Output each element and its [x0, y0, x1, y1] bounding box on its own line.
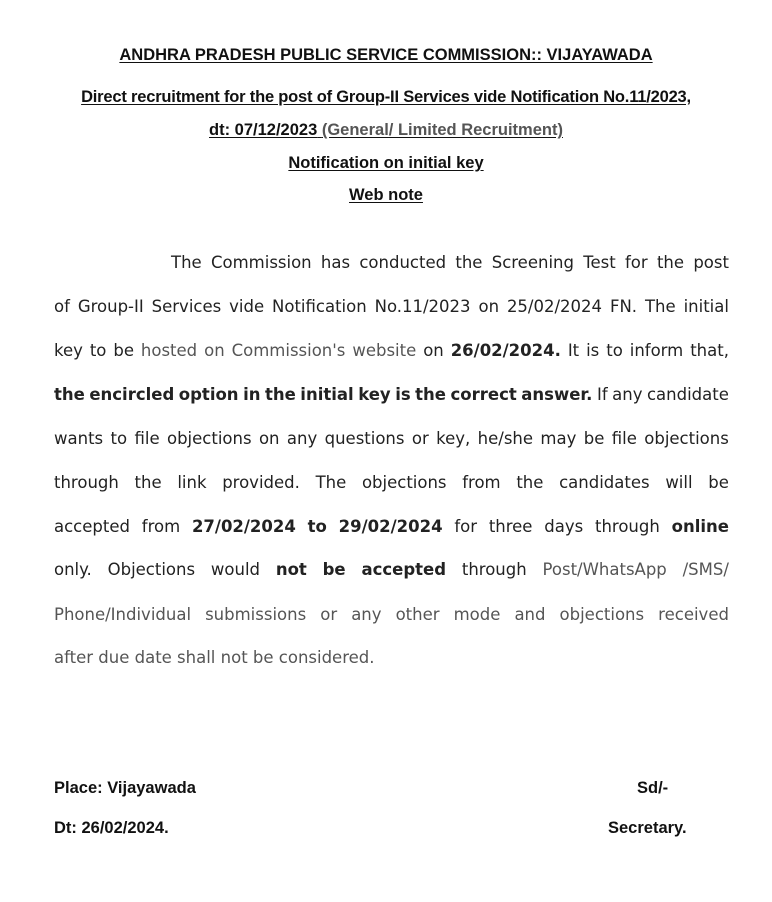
body-word: 29/02/2024	[338, 517, 443, 536]
body-word: on	[204, 341, 225, 360]
body-word: or	[411, 429, 429, 448]
body-word: be	[322, 560, 346, 579]
body-word: candidate	[646, 385, 729, 404]
body-word: other	[395, 605, 440, 624]
body-word: from	[462, 473, 501, 492]
body-word: days	[544, 517, 584, 536]
body-word: be	[708, 473, 729, 492]
body-word: that,	[690, 341, 729, 360]
body-word: through	[54, 473, 119, 492]
body-word: The	[171, 253, 202, 272]
body-word: conducted	[359, 253, 447, 272]
body-word: Test	[583, 253, 616, 272]
body-word: the	[455, 253, 483, 272]
body-word: accepted	[54, 517, 130, 536]
body-word: wants	[54, 429, 104, 448]
body-word: through	[461, 560, 527, 579]
body-word: option	[178, 385, 239, 404]
body-line-9	[54, 603, 729, 627]
body-word: objections	[559, 605, 645, 624]
body-word: the	[264, 385, 296, 404]
body-word: file	[134, 429, 160, 448]
recruitment-type: (General/ Limited Recruitment)	[321, 121, 563, 139]
date-label: Dt: 26/02/2024.	[54, 819, 169, 837]
body-word: the	[656, 253, 685, 272]
designation-label: Secretary.	[608, 819, 687, 837]
body-word: online	[671, 517, 729, 536]
body-word: will	[665, 473, 693, 492]
body-word: to	[606, 341, 623, 360]
body-word: any	[351, 605, 382, 624]
body-word: Objections	[107, 560, 196, 579]
body-word: three	[488, 517, 533, 536]
place-label: Place: Vijayawada	[54, 779, 196, 797]
body-word: No.11/2023	[374, 297, 471, 316]
body-word: on	[478, 297, 500, 316]
body-word: not	[275, 560, 307, 579]
body-word: any	[612, 385, 643, 404]
body-word: answer.	[521, 385, 593, 404]
body-word: through	[594, 517, 660, 536]
body-word: Group-II	[77, 297, 144, 316]
body-word: only.	[54, 560, 92, 579]
body-word: correct	[450, 385, 517, 404]
body-line-5	[54, 427, 729, 451]
body-line-2	[54, 295, 729, 319]
body-word: file	[611, 429, 637, 448]
subject-line-1: Direct recruitment for the post of Group-II Services vide Notification No.11/2023,	[81, 88, 691, 106]
body-word: received	[658, 605, 729, 624]
body-word: to	[89, 341, 107, 360]
body-word: be	[113, 341, 134, 360]
body-word: inform	[629, 341, 684, 360]
body-word: Notification	[272, 297, 367, 316]
body-word: to	[110, 429, 128, 448]
body-word: questions	[324, 429, 405, 448]
body-word: It	[567, 341, 580, 360]
body-word: accepted	[361, 560, 447, 579]
body-word: may	[540, 429, 577, 448]
body-word: candidates	[559, 473, 650, 492]
body-line-8	[54, 558, 729, 582]
body-word: Screening	[491, 253, 574, 272]
body-word: for	[625, 253, 648, 272]
body-word: to	[307, 517, 327, 536]
body-word: the	[54, 385, 85, 404]
body-word: Services	[151, 297, 222, 316]
body-word: would	[210, 560, 261, 579]
body-word: 26/02/2024.	[450, 341, 561, 360]
body-word: is	[586, 341, 600, 360]
body-line-10: after due date shall not be considered.	[54, 648, 375, 667]
body-word: If	[596, 385, 608, 404]
body-word: and	[514, 605, 546, 624]
body-word: FN.	[609, 297, 638, 316]
web-note-title: Web note	[349, 186, 423, 204]
body-word: key,	[436, 429, 471, 448]
body-word: on	[423, 341, 444, 360]
notification-date: dt: 07/12/2023	[209, 121, 318, 139]
body-word: objections	[644, 429, 729, 448]
notice-title: Notification on initial key	[288, 154, 484, 172]
body-word: objections	[166, 429, 252, 448]
body-word: post	[693, 253, 729, 272]
body-word: Phone/Individual	[54, 605, 192, 624]
body-word: for	[454, 517, 478, 536]
body-word: website	[352, 341, 417, 360]
org-title: ANDHRA PRADESH PUBLIC SERVICE COMMISSION:: VIJAYAWADA	[119, 46, 653, 64]
body-word: initial	[300, 385, 354, 404]
body-word: from	[141, 517, 181, 536]
body-word: initial	[683, 297, 729, 316]
body-word: the	[415, 385, 446, 404]
body-word: 25/02/2024	[506, 297, 603, 316]
body-word: vide	[229, 297, 265, 316]
body-word: key	[54, 341, 83, 360]
body-line-6	[54, 471, 729, 495]
body-word: is	[395, 385, 411, 404]
body-word: provided.	[222, 473, 300, 492]
body-word: encircled	[89, 385, 175, 404]
body-word: mode	[453, 605, 501, 624]
body-word: objections	[361, 473, 447, 492]
body-line-3	[54, 339, 729, 363]
body-word: the	[516, 473, 544, 492]
body-word: hosted	[140, 341, 198, 360]
body-word: the	[134, 473, 162, 492]
body-word: Post/WhatsApp	[542, 560, 667, 579]
body-line-1	[54, 251, 729, 275]
body-word: link	[177, 473, 207, 492]
body-word: 27/02/2024	[191, 517, 296, 536]
body-word: Commission	[210, 253, 312, 272]
body-line-7	[54, 515, 729, 539]
body-word: be	[583, 429, 605, 448]
body-word: of	[54, 297, 70, 316]
subject-line-2	[0, 121, 772, 140]
body-word: The	[315, 473, 347, 492]
body-word: Commission's	[231, 341, 346, 360]
body-word: he/she	[477, 429, 534, 448]
body-line-4	[54, 383, 729, 407]
body-word: submissions	[205, 605, 307, 624]
body-word: any	[286, 429, 318, 448]
signature-mark: Sd/-	[637, 779, 669, 797]
body-word: in	[243, 385, 261, 404]
body-word: on	[258, 429, 280, 448]
body-word: key	[358, 385, 391, 404]
body-word: or	[320, 605, 338, 624]
body-word: The	[644, 297, 676, 316]
body-word: /SMS/	[682, 560, 729, 579]
body-word: has	[320, 253, 351, 272]
